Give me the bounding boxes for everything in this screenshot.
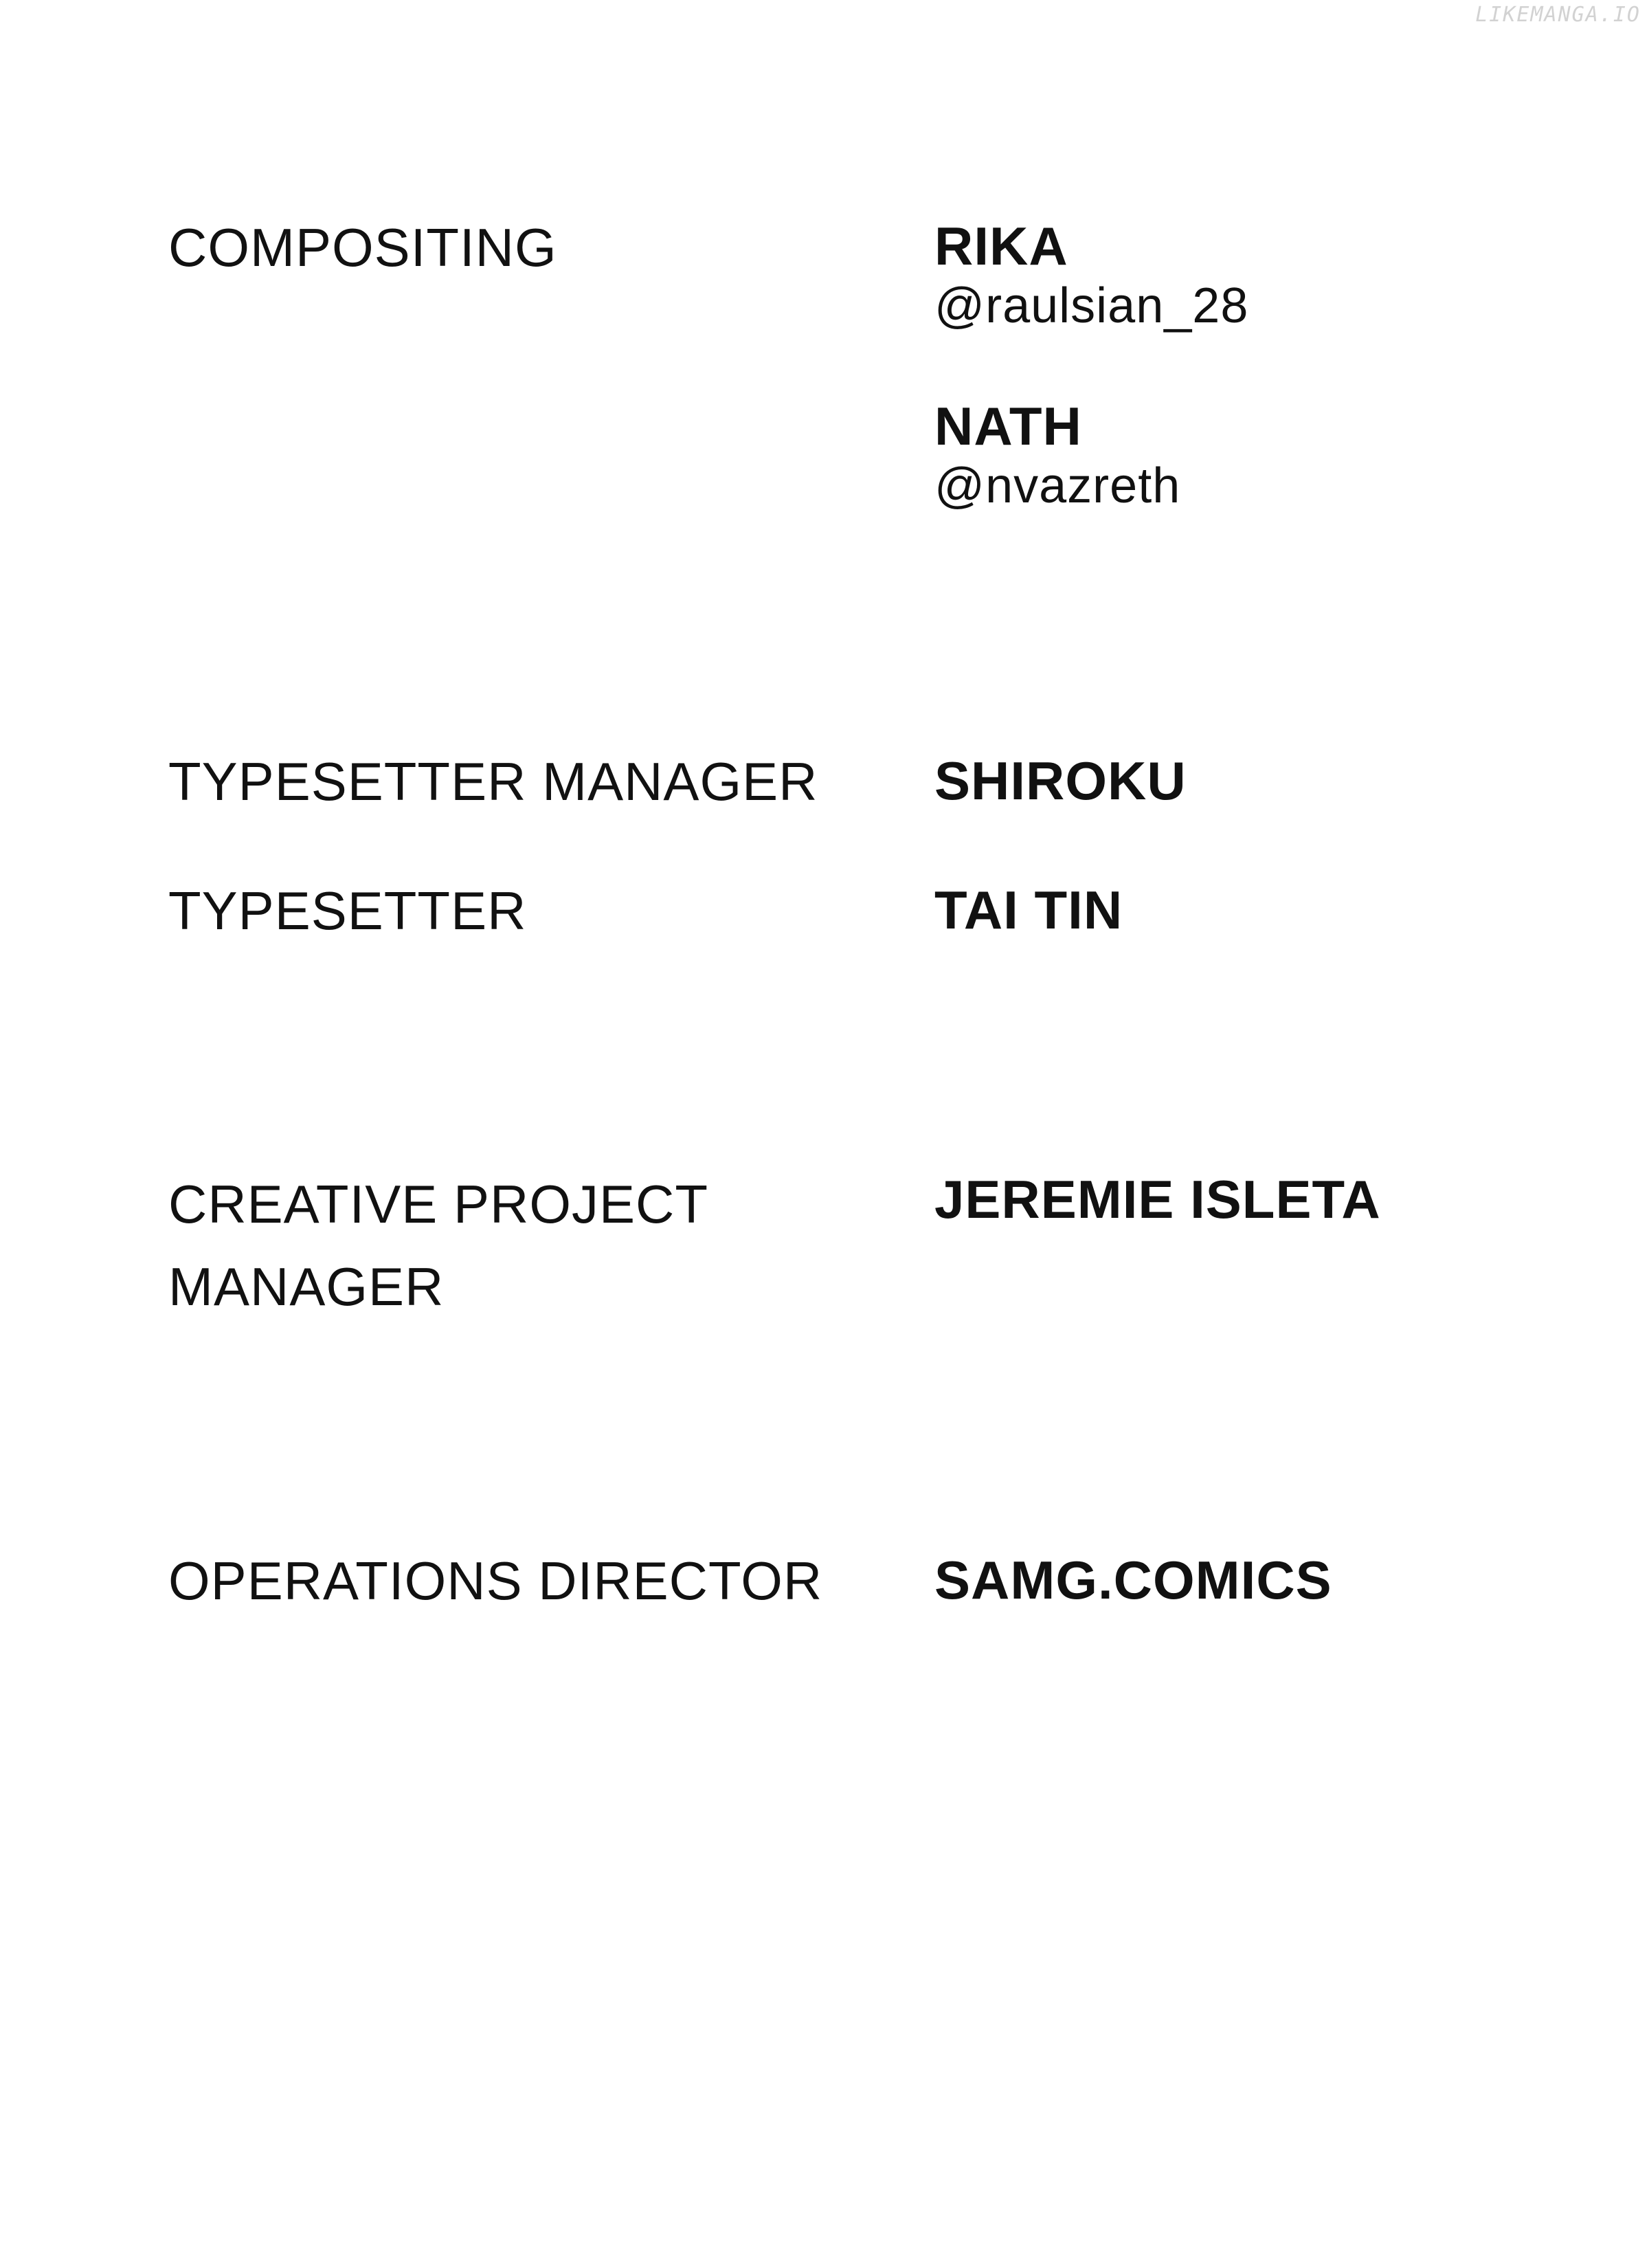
handle-nath: @nvazreth — [934, 458, 1181, 513]
name-rika: RIKA — [934, 216, 1068, 276]
handle-rika: @raulsian_28 — [934, 278, 1249, 333]
name-samg-comics: SAMG.COMICS — [934, 1550, 1332, 1610]
name-tai-tin: TAI TIN — [934, 880, 1123, 940]
role-typesetter: TYPESETTER — [168, 880, 527, 941]
name-nath: NATH — [934, 396, 1082, 456]
role-creative-project-manager-line2: MANAGER — [168, 1256, 445, 1317]
role-typesetter-manager: TYPESETTER MANAGER — [168, 751, 818, 812]
role-operations-director: OPERATIONS DIRECTOR — [168, 1550, 823, 1611]
name-jeremie-isleta: JEREMIE ISLETA — [934, 1169, 1381, 1230]
watermark: LIKEMANGA.IO — [1475, 3, 1641, 27]
name-shiroku: SHIROKU — [934, 751, 1187, 811]
role-compositing: COMPOSITING — [168, 217, 557, 278]
role-creative-project-manager-line1: CREATIVE PROJECT — [168, 1174, 708, 1234]
